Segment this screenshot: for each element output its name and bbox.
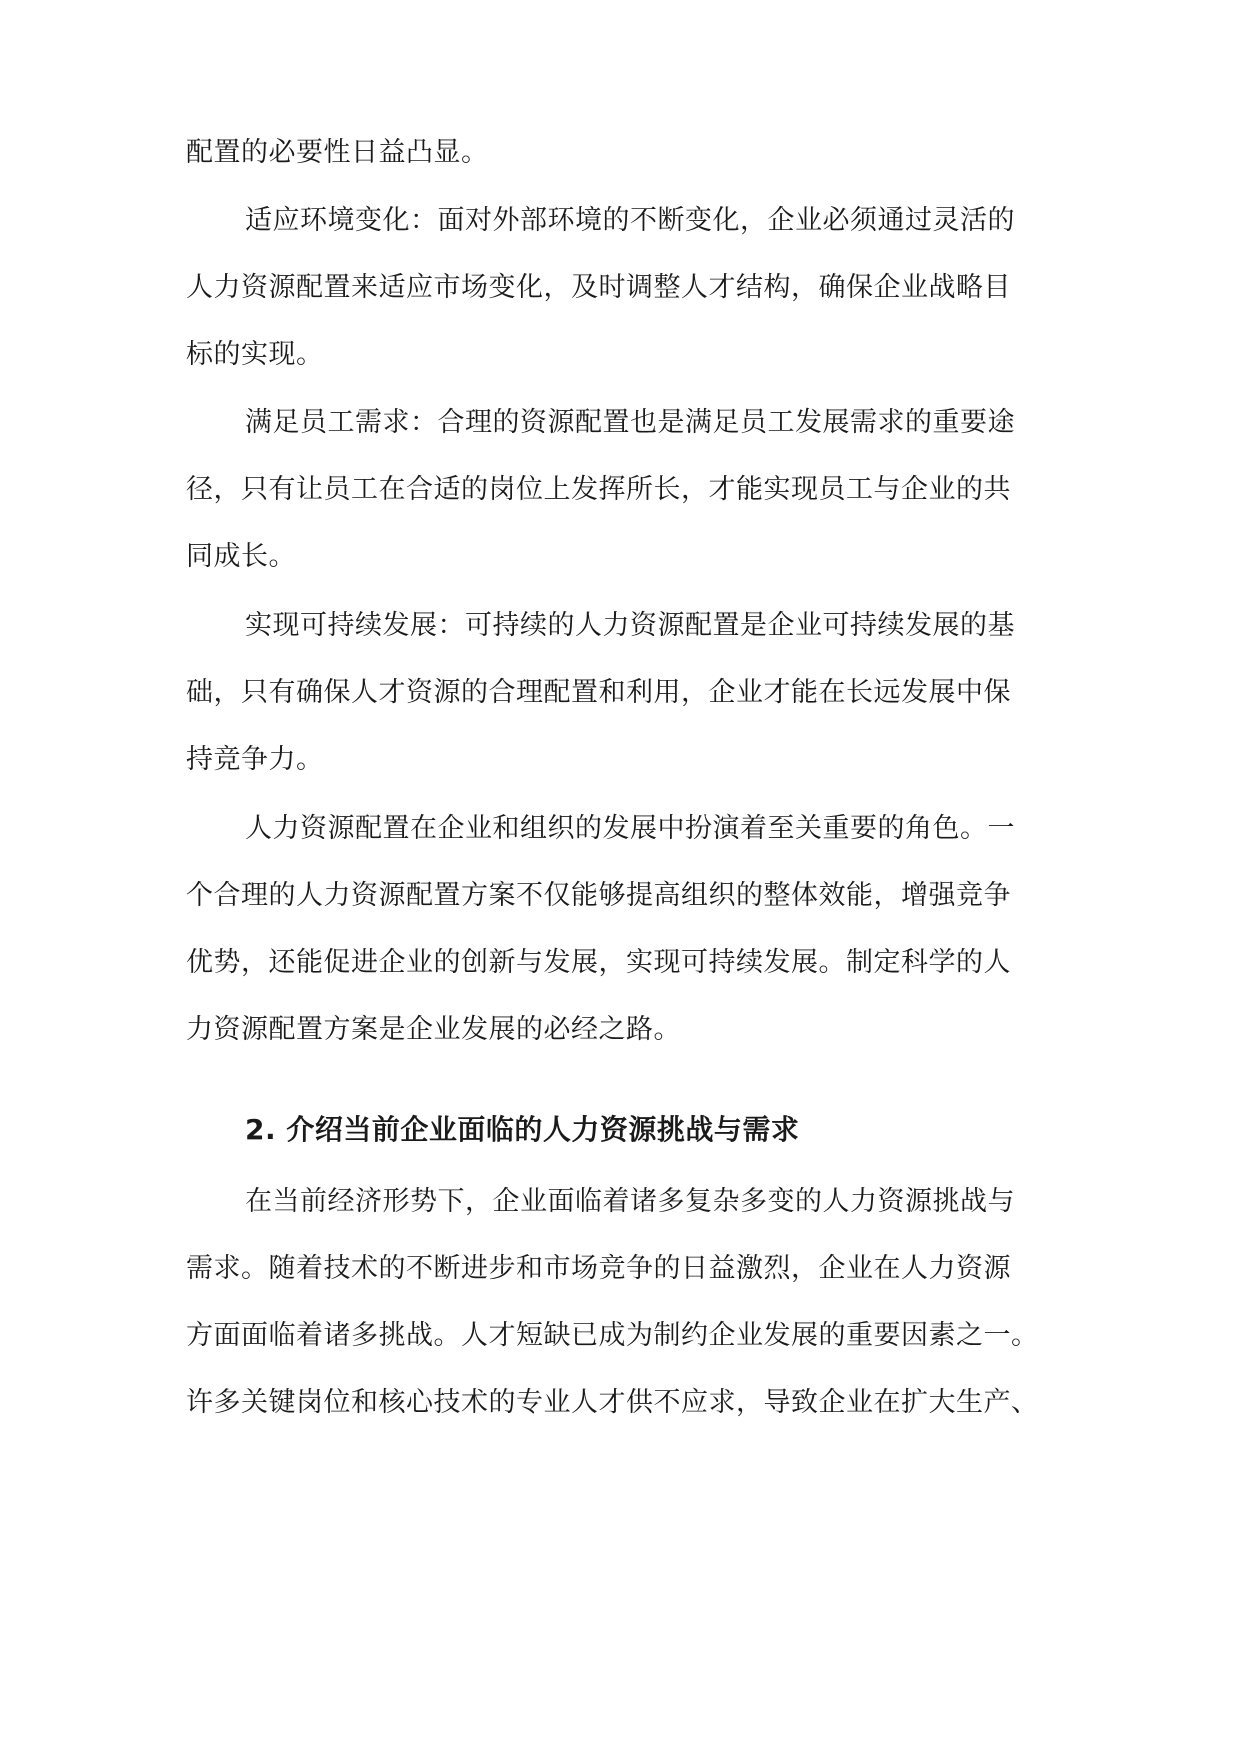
text-line: 实现可持续发展：可持续的人力资源配置是企业可持续发展的基: [245, 610, 1015, 641]
text-line: 满足员工需求：合理的资源配置也是满足员工发展需求的重要途: [245, 407, 1015, 438]
paragraph-adapt-environment: [186, 187, 1062, 388]
text-line: 优势，还能促进企业的创新与发展，实现可持续发展。制定科学的人: [186, 947, 1011, 978]
text-line: 径，只有让员工在合适的岗位上发挥所长，才能实现员工与企业的共: [186, 474, 1011, 505]
text-line: 人力资源配置来适应市场变化，及时调整人才结构，确保企业战略目: [186, 272, 1011, 303]
text-line: 持竞争力。: [186, 744, 324, 775]
paragraph-summary: [186, 795, 1062, 1063]
text-line: 同成长。: [186, 541, 296, 572]
section-heading: 2. 介绍当前企业面临的人力资源挑战与需求: [245, 1113, 800, 1146]
paragraph-challenges: [186, 1168, 1062, 1436]
paragraph-sustainable-development: [186, 592, 1062, 793]
text-line: 方面面临着诸多挑战。人才短缺已成为制约企业发展的重要因素之一。: [186, 1320, 1039, 1351]
text-line: 标的实现。: [186, 339, 324, 370]
text-line: 配置的必要性日益凸显。: [186, 137, 489, 168]
text-line: 许多关键岗位和核心技术的专业人才供不应求，导致企业在扩大生产、: [186, 1387, 1039, 1418]
text-line: 础，只有确保人才资源的合理配置和利用，企业才能在长远发展中保: [186, 677, 1011, 708]
text-line: 在当前经济形势下，企业面临着诸多复杂多变的人力资源挑战与: [245, 1186, 1015, 1217]
paragraph-continuation: [186, 119, 1062, 186]
text-line: 人力资源配置在企业和组织的发展中扮演着至关重要的角色。一: [245, 813, 1015, 844]
text-line: 适应环境变化：面对外部环境的不断变化，企业必须通过灵活的: [245, 205, 1015, 236]
text-line: 力资源配置方案是企业发展的必经之路。: [186, 1014, 681, 1045]
text-line: 个合理的人力资源配置方案不仅能够提高组织的整体效能，增强竞争: [186, 880, 1011, 911]
text-line: 需求。随着技术的不断进步和市场竞争的日益激烈，企业在人力资源: [186, 1253, 1011, 1284]
paragraph-employee-needs: [186, 389, 1062, 590]
